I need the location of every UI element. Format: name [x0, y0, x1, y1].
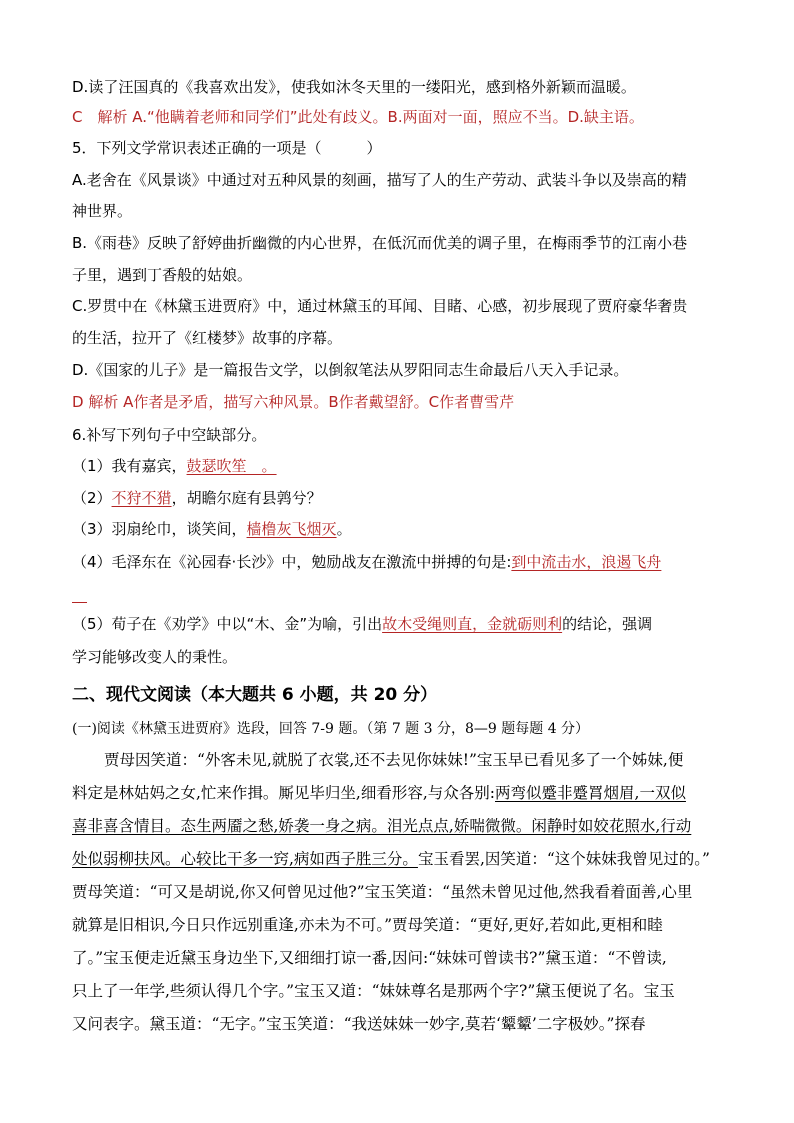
reading-instructions: (一)阅读《林黛玉进贾府》选段，回答 7-9 题。（第 7 题 3 分，8—9 题每题 4 分） — [72, 721, 590, 737]
q6-item-4-answer: 到中流击水，浪遏飞舟 — [511, 553, 662, 571]
q5-option-d: D.《国家的儿子》是一篇报告文学，以倒叙笔法从罗阳同志生命最后八天入手记录。 — [72, 361, 629, 379]
section-heading: 二、现代文阅读（本大题共 6 小题，共 20 分） — [72, 685, 438, 705]
passage-line-9: 又问表字。黛玉道：“无字。”宝玉笑道：“我送妹妹一妙字,莫若‘颦颦’二字极妙。”探春 — [72, 1015, 646, 1033]
q6-item-3 — [72, 519, 352, 539]
q5-option-a-line1: A.老舍在《风景谈》中通过对五种风景的刻画，描写了人的生产劳动、武装斗争以及崇高的精 — [72, 171, 687, 189]
passage-line-1: 贾母因笑道：“外客未见,就脱了衣裳,还不去见你妹妹!”宝玉早已看见多了一个姊妹,便 — [104, 751, 684, 769]
q5-option-a-line2: 神世界。 — [72, 202, 133, 220]
passage-underlined-description-cont: 喜非喜含情目。态生两靥之愁,娇袭一身之病。泪光点点,娇喘微微。闲静时如姣花照水,行动 — [72, 817, 692, 835]
passage-line-6: 就算是旧相识,今日只作远别重逢,亦未为不可。”贾母笑道：“更好,更好,若如此,更相和睦 — [72, 916, 663, 934]
q6-item-4-answer-tail — [72, 585, 87, 603]
passage-line-8: 只上了一年学,些须认得几个字。”宝玉又道：“妹妹尊名是那两个字?”黛玉便说了名。宝玉 — [72, 982, 675, 1000]
q6-item-1-answer: 鼓瑟吹笙 。 — [186, 457, 277, 475]
q6-item-2-answer: 不狩不猎 — [111, 489, 172, 507]
q4-answer: C 解析 A.“他瞒着老师和同学们”此处有歧义。B.两面对一面，照应不当。D.缺主语。 — [72, 108, 644, 126]
q5-answer: D 解析 A作者是矛盾，描写六种风景。B作者戴望舒。C作者曹雪芹 — [72, 393, 515, 411]
q6-item-4 — [72, 552, 661, 572]
passage-underlined-description-end: 处似弱柳扶风。心较比干多一窍,病如西子胜三分。 — [72, 850, 418, 868]
q6-item-5-line2: 学习能够改变人的秉性。 — [72, 648, 238, 666]
passage-line-5: 贾母笑道：“可又是胡说,你又何曾见过他?”宝玉笑道：“虽然未曾见过他,然我看着面善,心里 — [72, 883, 693, 901]
q5-option-c-line2: 的生活，拉开了《红楼梦》故事的序幕。 — [72, 329, 343, 347]
q6-item-4-prompt: （4）毛泽东在《沁园春·长沙》中，勉励战友在激流中拼搏的句是: — [72, 553, 512, 571]
q6-item-3-suffix: 。 — [336, 520, 352, 538]
q5-stem: 5．下列文学常识表述正确的一项是（ ） — [72, 139, 382, 157]
q5-option-b-line2: 子里，遇到丁香般的姑娘。 — [72, 266, 253, 284]
q6-item-2-suffix: ，胡瞻尔庭有县鹑兮？ — [171, 489, 322, 507]
q6-item-5-prompt: （5）荀子在《劝学》中以“木、金”为喻，引出 — [72, 615, 383, 633]
passage-line-3 — [72, 816, 691, 836]
q6-stem: 6.补写下列句子中空缺部分。 — [72, 426, 267, 444]
passage-line-2 — [72, 783, 686, 803]
q6-item-5 — [72, 614, 652, 634]
q6-item-3-answer: 樯橹灰飞烟灭 — [246, 520, 337, 538]
q5-option-b-line1: B.《雨巷》反映了舒婷曲折幽微的内心世界，在低沉而优美的调子里，在梅雨季节的江南小巷 — [72, 234, 688, 252]
q6-item-5-suffix: 的结论，强调 — [562, 615, 653, 633]
q6-item-4-continuation — [72, 584, 87, 604]
q4-option-d: D.读了汪国真的《我喜欢出发》，使我如沐冬天里的一缕阳光，感到格外新颖而温暖。 — [72, 78, 636, 96]
passage-underlined-description: 两弯似蹙非蹙罥烟眉,一双似 — [495, 784, 686, 802]
q6-item-2 — [72, 488, 322, 508]
q6-item-3-prompt: （3）羽扇纶巾，谈笑间， — [72, 520, 247, 538]
q6-item-5-answer: 故木受绳则直，金就砺则利 — [382, 615, 563, 633]
passage-line-7: 了。”宝玉便走近黛玉身边坐下,又细细打谅一番,因问:“妹妹可曾读书?”黛玉道：“不曾读, — [72, 949, 667, 967]
passage-line-4-text: 宝玉看罢,因笑道：“这个妹妹我曾见过的。” — [417, 850, 710, 868]
q5-option-c-line1: C.罗贯中在《林黛玉进贾府》中，通过林黛玉的耳闻、目睹、心感，初步展现了贾府豪华奢贵 — [72, 297, 688, 315]
q6-item-1 — [72, 456, 277, 476]
passage-line-2-text: 料定是林姑妈之女,忙来作揖。厮见毕归坐,细看形容,与众各别: — [72, 784, 496, 802]
q6-item-1-prompt: （1）我有嘉宾， — [72, 457, 187, 475]
q6-item-2-prompt: （2） — [72, 489, 112, 507]
passage-line-4 — [72, 849, 710, 869]
